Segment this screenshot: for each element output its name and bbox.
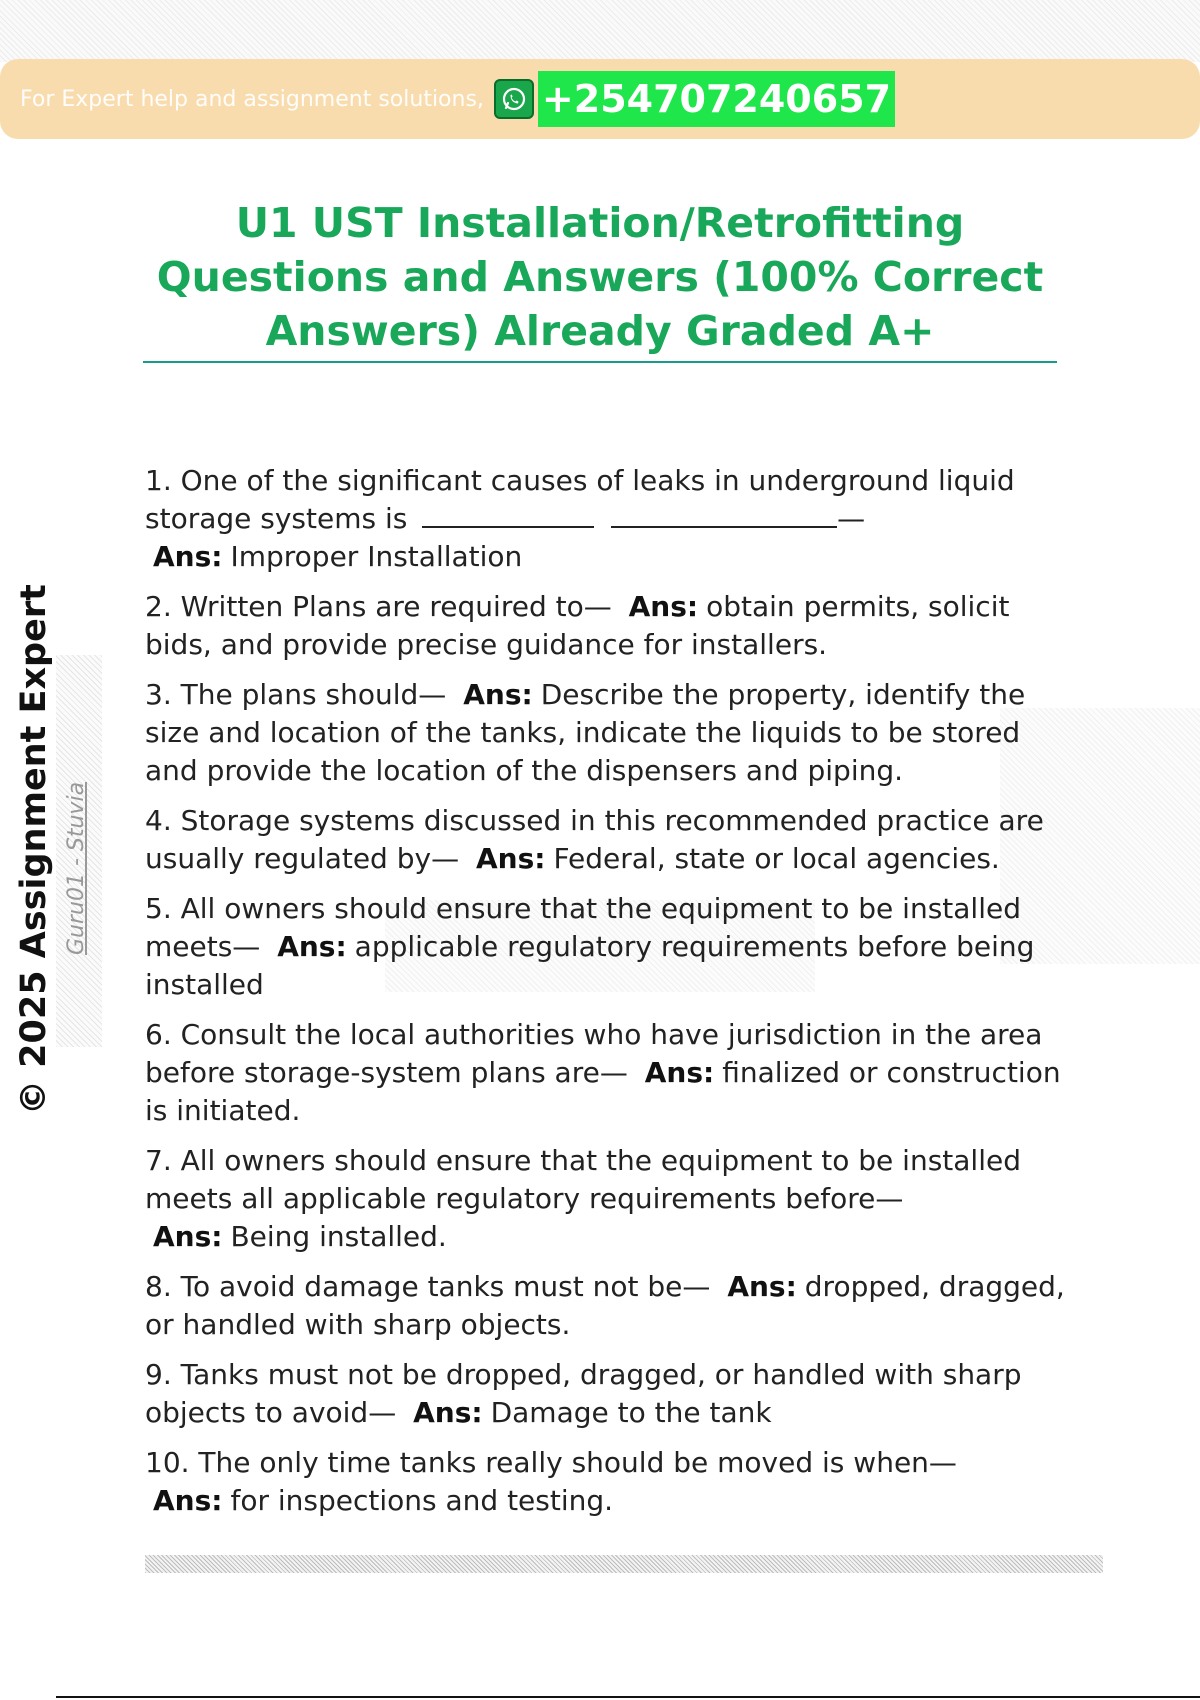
answer-text: applicable regulatory requirements before being installed [145, 930, 1035, 1001]
answer-label: Ans: [644, 1056, 715, 1089]
qa-item-10 [145, 1444, 1065, 1520]
answer-text: Being installed. [230, 1220, 447, 1253]
answer-label: Ans: [727, 1270, 797, 1303]
question-dash: — [837, 502, 866, 535]
question-text: 2. Written Plans are required to— [145, 590, 612, 623]
qa-list [145, 462, 1065, 1532]
question-text: 10. The only time tanks really should be moved is when— [145, 1446, 957, 1479]
qa-item-8 [145, 1268, 1065, 1344]
answer-label: Ans: [153, 1484, 223, 1517]
answer-label: Ans: [153, 540, 223, 573]
answer-text: Federal, state or local agencies. [553, 842, 1000, 875]
question-text: 7. All owners should ensure that the equipment to be installed meets all applicable regulatory requirements before— [145, 1144, 1021, 1215]
footer-rule [56, 1696, 1200, 1698]
qa-item-6 [145, 1016, 1065, 1130]
question-text: 3. The plans should— [145, 678, 447, 711]
question-text: 8. To avoid damage tanks must not be— [145, 1270, 711, 1303]
question-text: 4. Storage systems discussed in this recommended practice are usually regulated by— [145, 804, 1044, 875]
qa-item-3 [145, 676, 1065, 790]
answer-text: obtain permits, solicit bids, and provide precise guidance for installers. [145, 590, 1010, 661]
title-underline [143, 361, 1057, 363]
qa-item-7 [145, 1142, 1065, 1256]
qa-item-1 [145, 462, 1065, 576]
question-text: 6. Consult the local authorities who have jurisdiction in the area before storage-system plans are— [145, 1018, 1043, 1089]
question-text: 9. Tanks must not be dropped, dragged, or handled with sharp objects to avoid— [145, 1358, 1022, 1429]
answer-text: Improper Installation [230, 540, 523, 573]
page-title: U1 UST Installation/Retrofitting Questions and Answers (100% Correct Answers) Already Graded A+ [156, 199, 1044, 355]
contact-banner [0, 59, 1200, 139]
answer-label: Ans: [628, 590, 699, 623]
answer-text: for inspections and testing. [230, 1484, 614, 1517]
qa-item-5 [145, 890, 1065, 1004]
whatsapp-icon[interactable] [494, 79, 534, 119]
answer-blank [611, 500, 837, 528]
qa-item-4 [145, 802, 1065, 878]
phone-number[interactable]: +254707240657 [538, 71, 895, 127]
qa-item-9 [145, 1356, 1065, 1432]
bottom-divider-pattern [145, 1555, 1103, 1573]
answer-text: Describe the property, identify the size and location of the tanks, indicate the liquids to be stored and provide the location of the dispensers and piping. [145, 678, 1026, 787]
answer-label: Ans: [463, 678, 533, 711]
question-text: 1. One of the significant causes of leaks in underground liquid storage systems is [145, 464, 1015, 535]
answer-label: Ans: [153, 1220, 223, 1253]
answer-blank [422, 500, 594, 528]
question-text: 5. All owners should ensure that the equipment to be installed meets— [145, 892, 1021, 963]
answer-label: Ans: [475, 842, 546, 875]
qa-item-2 [145, 588, 1065, 664]
side-sub-watermark: Guru01 - Stuvia [64, 781, 89, 955]
answer-text: Damage to the tank [490, 1396, 772, 1429]
answer-label: Ans: [277, 930, 347, 963]
side-watermark: © 2025 Assignment Expert [14, 584, 54, 1115]
banner-text: For Expert help and assignment solutions, [20, 86, 484, 112]
answer-label: Ans: [413, 1396, 483, 1429]
answer-text: dropped, dragged, or handled with sharp objects. [145, 1270, 1065, 1341]
top-background-pattern [0, 0, 1200, 62]
answer-text: finalized or construction is initiated. [145, 1056, 1061, 1127]
